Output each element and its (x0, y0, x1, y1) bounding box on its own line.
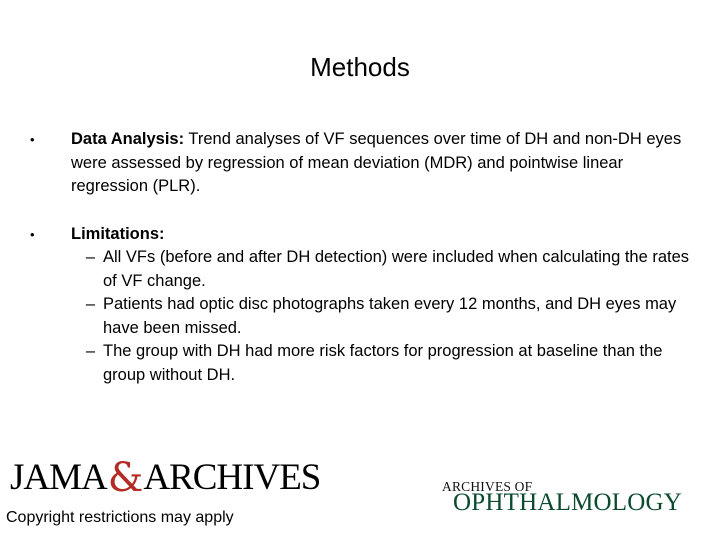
list-item (71, 293, 690, 340)
ophthalmology-text: OPHTHALMOLOGY (453, 489, 682, 516)
bullet-limitations (30, 223, 690, 388)
archives-ophthalmology-logo (438, 479, 700, 521)
sub-bullet-mark: – (85, 342, 95, 360)
bullet-data-analysis (30, 128, 690, 199)
list-item-text: Patients had optic disc photographs taken every 12 months, and DH eyes may have been missed. (103, 295, 677, 337)
bullet-text: Trend analyses of VF sequences over time of DH and non-DH eyes were assessed by regression of mean deviation (MDR) and pointwise linear regression (PLR). (71, 130, 682, 195)
sub-bullet-mark: – (85, 248, 95, 266)
list-item (71, 246, 690, 293)
logo-ampersand: & (107, 455, 143, 501)
jama-logo-text: JAMA (10, 457, 107, 498)
archives-logo-text: ARCHIVES (143, 457, 321, 498)
copyright-notice: Copyright restrictions may apply (6, 509, 234, 526)
bullet-title: Data Analysis: (71, 130, 185, 148)
sub-bullet-mark: – (85, 295, 95, 313)
bullet-title: Limitations: (71, 224, 165, 243)
list-item-text: All VFs (before and after DH detection) were included when calculating the rates of VF change. (103, 248, 690, 290)
bullet-mark: • (30, 226, 35, 242)
jama-archives-logo (10, 455, 321, 501)
slide-content (30, 128, 690, 387)
limitations-list (71, 246, 690, 387)
archives-of-text: ARCHIVES OF (442, 479, 533, 494)
slide-title: Methods (310, 52, 410, 82)
list-item (71, 340, 690, 387)
bullet-mark: • (30, 132, 35, 147)
list-item-text: The group with DH had more risk factors for progression at baseline than the group without DH. (103, 342, 663, 384)
